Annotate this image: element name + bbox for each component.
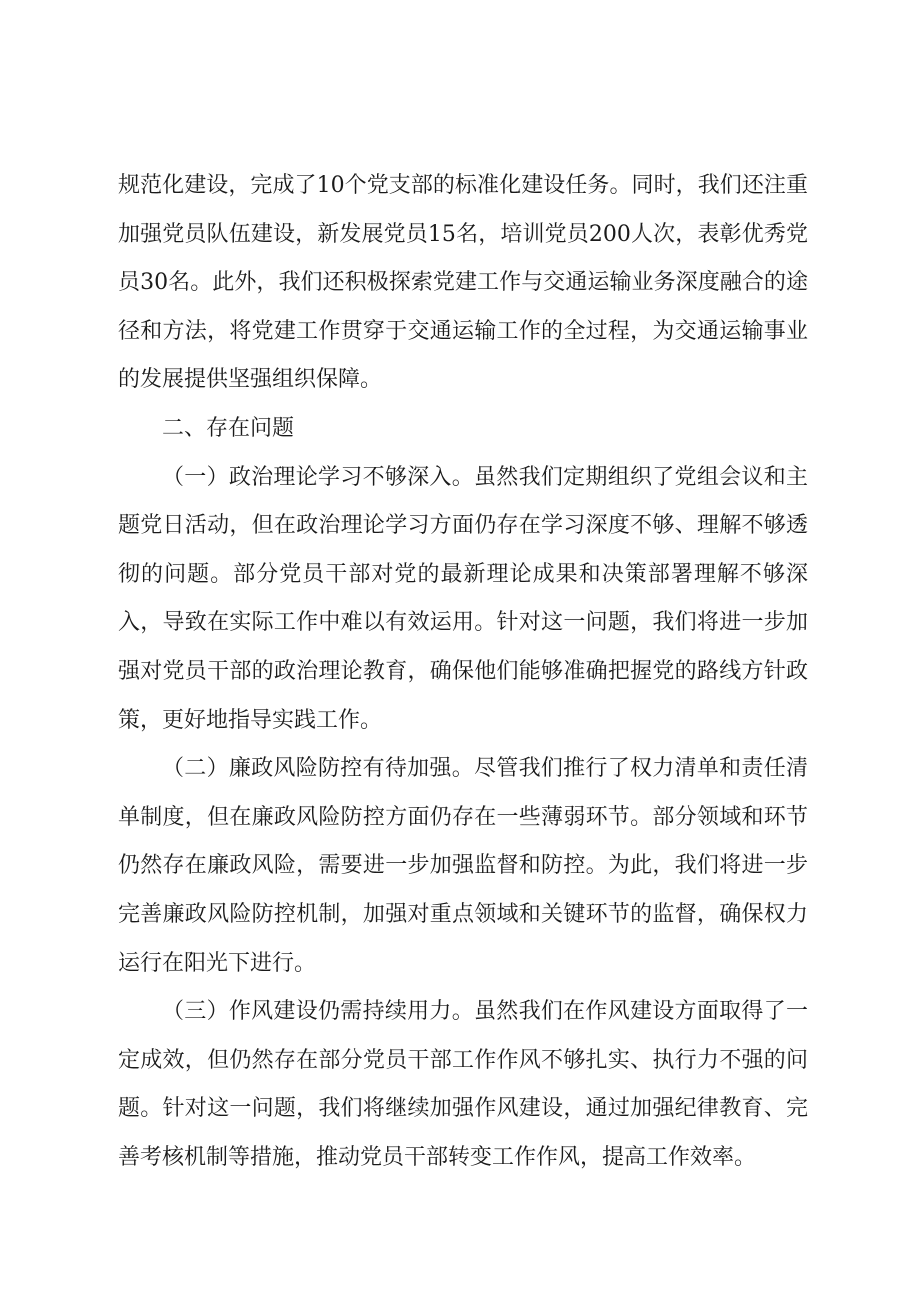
problem-paragraph-2: （二）廉政风险防控有待加强。尽管我们推行了权力清单和责任清单制度，但在廉政风险防控方面仍存在一些薄弱环节。部分领域和环节仍然存在廉政风险，需要进一步加强监督和防控。为此，我们将进一步完善廉政风险防控机制，加强对重点领域和关键环节的监督，确保权力运行在阳光下进行。 xyxy=(118,756,808,976)
problem-paragraph-1: （一）政治理论学习不够深入。虽然我们定期组织了党组会议和主题党日活动，但在政治理论学习方面仍存在学习深度不够、理解不够透彻的问题。部分党员干部对党的最新理论成果和决策部署理解不够深入，导致在实际工作中难以有效运用。针对这一问题，我们将进一步加强对党员干部的政治理论教育，确保他们能够准确把握党的路线方针政策，更好地指导实践工作。 xyxy=(118,464,808,733)
section-heading: 二、存在问题 xyxy=(162,415,295,441)
problem-paragraph-3: （三）作风建设仍需持续用力。虽然我们在作风建设方面取得了一定成效，但仍然存在部分党员干部工作作风不够扎实、执行力不强的问题。针对这一问题，我们将继续加强作风建设，通过加强纪律教育、完善考核机制等措施，推动党员干部转变工作作风，提高工作效率。 xyxy=(118,999,808,1170)
document-body xyxy=(118,162,808,1182)
continuation-paragraph: 规范化建设，完成了10个党支部的标准化建设任务。同时，我们还注重加强党员队伍建设，新发展党员15名，培训党员200人次，表彰优秀党员30名。此外，我们还积极探索党建工作与交通运输业务深度融合的途径和方法，将党建工作贯穿于交通运输工作的全过程，为交通运输事业的发展提供坚强组织保障。 xyxy=(118,173,808,393)
